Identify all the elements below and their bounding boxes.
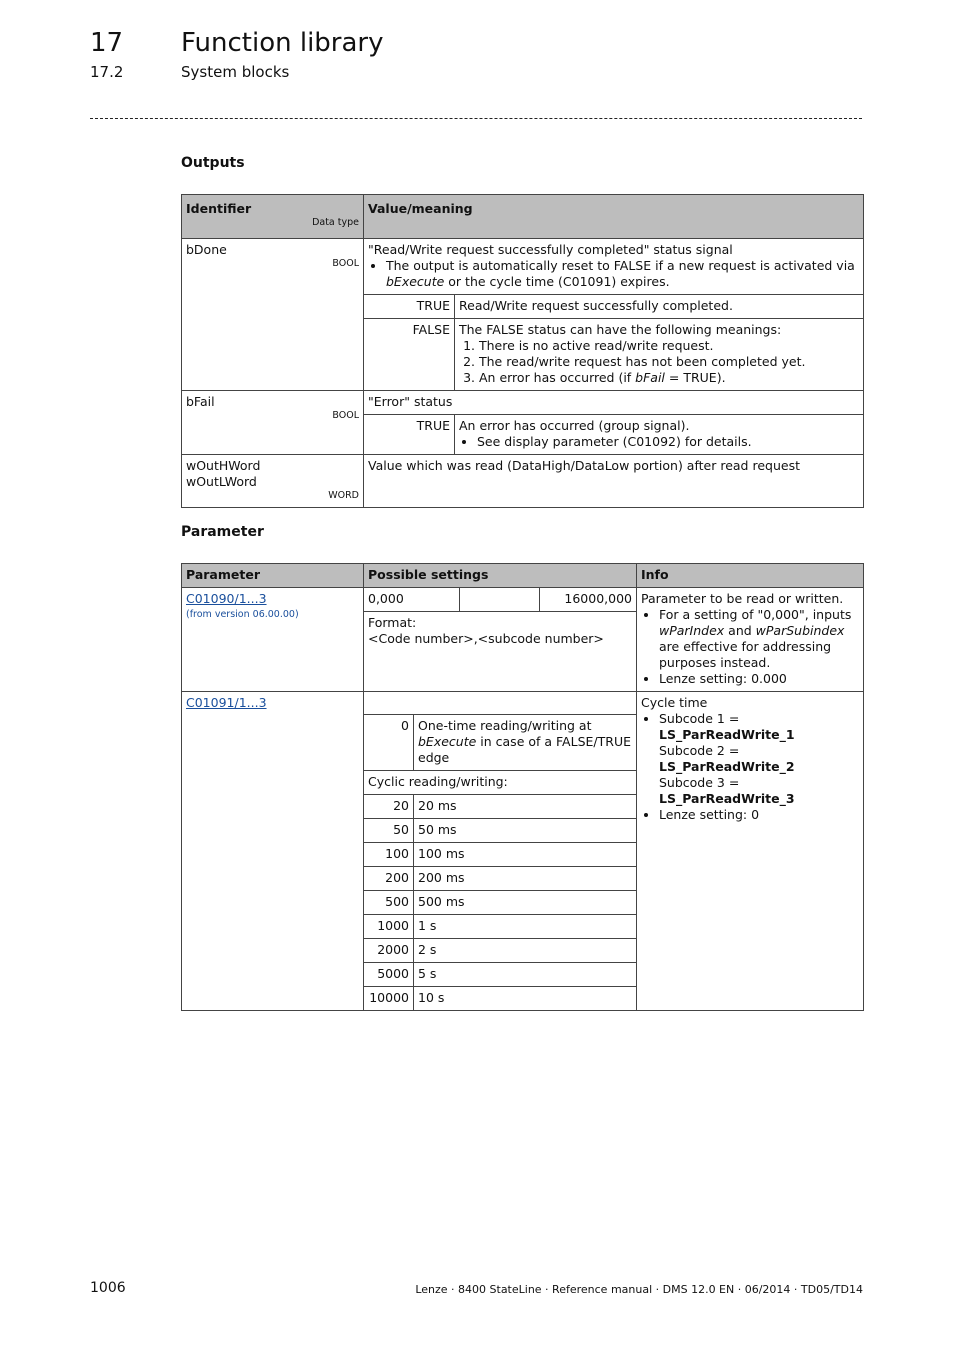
cycle-value: 200 ms [414, 867, 637, 891]
bfail-type: BOOL [332, 410, 359, 421]
cycle-key: 50 [364, 819, 414, 843]
cycle-value: 2 s [414, 939, 637, 963]
cycle-key: 200 [364, 867, 414, 891]
c01090-unit [460, 588, 540, 612]
document-info: Lenze · 8400 StateLine · Reference manual · DMS 12.0 EN · 06/2014 · TD05/TD14 [415, 1283, 863, 1296]
col-datatype: Data type [312, 217, 359, 228]
bfail-true-key: TRUE [364, 415, 455, 455]
bfail-description: "Error" status [364, 391, 864, 415]
words-description: Value which was read (DataHigh/DataLow portion) after read request [364, 455, 864, 508]
cycle-value: 20 ms [414, 795, 637, 819]
cycle-value: 1 s [414, 915, 637, 939]
parameter-header-row [182, 564, 864, 588]
c01090-cell [182, 588, 364, 692]
col-info: Info [637, 564, 864, 588]
table-row [182, 455, 864, 508]
words-type: WORD [328, 490, 359, 501]
col-value-meaning: Value/meaning [364, 195, 864, 239]
bfail-identifier [182, 391, 364, 455]
c01090-link[interactable]: C01090/1...3 [186, 591, 267, 606]
header-divider [90, 118, 862, 119]
outputs-header-row [182, 195, 864, 239]
page-number: 1006 [90, 1280, 126, 1296]
chapter-number: 17 [90, 28, 124, 58]
cycle-key: 500 [364, 891, 414, 915]
col-parameter: Parameter [182, 564, 364, 588]
cycle-key: 2000 [364, 939, 414, 963]
col-possible-settings: Possible settings [364, 564, 637, 588]
bdone-false-value: The FALSE status can have the following meanings: 1. There is no active read/write request. 2. The read/write request has not been completed yet. 3. An error has occurred (if bFail = TRUE). [455, 319, 864, 391]
c01091-cyclic-label: Cyclic reading/writing: [364, 771, 637, 795]
outputs-heading: Outputs [181, 155, 245, 171]
parameter-table [181, 563, 864, 1011]
c01091-zero-value: One-time reading/writing at bExecute in case of a FALSE/TRUE edge [414, 715, 637, 771]
cycle-key: 10000 [364, 987, 414, 1011]
bdone-false-key: FALSE [364, 319, 455, 391]
table-row [182, 391, 864, 415]
cycle-value: 10 s [414, 987, 637, 1011]
section-title: System blocks [181, 63, 290, 81]
cycle-key: 1000 [364, 915, 414, 939]
c01090-min: 0,000 [364, 588, 460, 612]
c01091-zero-key: 0 [364, 715, 414, 771]
cycle-value: 5 s [414, 963, 637, 987]
chapter-title: Function library [181, 28, 384, 58]
parameter-heading: Parameter [181, 524, 264, 540]
table-row [182, 239, 864, 295]
bdone-true-key: TRUE [364, 295, 455, 319]
bfail-true-value: An error has occurred (group signal). • See display parameter (C01092) for details. [455, 415, 864, 455]
bdone-type: BOOL [332, 258, 359, 269]
col-identifier: Identifier Data type [182, 195, 364, 239]
cycle-key: 100 [364, 843, 414, 867]
cycle-key: 5000 [364, 963, 414, 987]
bdone-name: bDone [186, 242, 227, 257]
table-row [182, 588, 864, 612]
table-row [182, 692, 864, 715]
c01090-max: 16000,000 [540, 588, 637, 612]
bdone-identifier [182, 239, 364, 391]
section-number: 17.2 [90, 63, 124, 81]
bfail-name: bFail [186, 394, 215, 409]
c01091-info: Cycle time • Subcode 1 = LS_ParReadWrite_1 Subcode 2 = LS_ParReadWrite_2 Subcode 3 = LS_ParReadWrite_3 • Lenze setting: 0 [637, 692, 864, 1011]
c01090-format: Format: <Code number>,<subcode number> [364, 612, 637, 692]
bdone-description: "Read/Write request successfully completed" status signal • The output is automatically reset to FALSE if a new request is activated via bExecute or the cycle time (C01091) expires. [364, 239, 864, 295]
c01090-version: (from version 06.00.00) [186, 609, 299, 620]
cycle-value: 50 ms [414, 819, 637, 843]
cycle-value: 100 ms [414, 843, 637, 867]
bdone-true-value: Read/Write request successfully completed. [455, 295, 864, 319]
outputs-table [181, 194, 864, 508]
cycle-value: 500 ms [414, 891, 637, 915]
c01091-link[interactable]: C01091/1...3 [186, 695, 267, 710]
cycle-key: 20 [364, 795, 414, 819]
words-identifier: wOutHWord wOutLWord WORD [182, 455, 364, 508]
c01091-blank [364, 692, 637, 715]
c01091-cell [182, 692, 364, 1011]
c01090-info: Parameter to be read or written. • For a setting of "0,000", inputs wParIndex and wParSubindex are effective for addressing purposes instead. • Lenze setting: 0.000 [637, 588, 864, 692]
